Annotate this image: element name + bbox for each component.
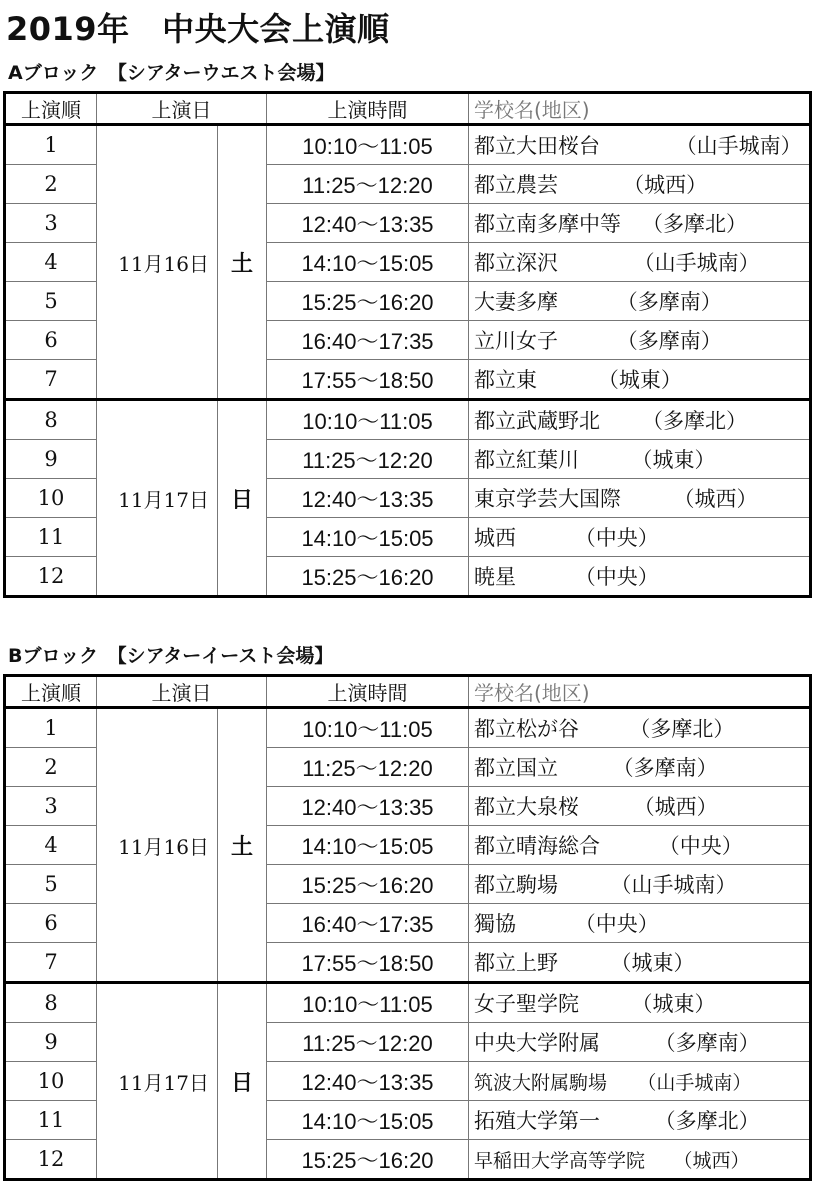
time-slot: 15:25〜16:20 [267, 282, 469, 321]
school-area: （多摩南） [616, 329, 722, 353]
school-name: 都立松が谷 [474, 717, 579, 741]
order-number: 10 [5, 1062, 97, 1101]
school-cell [469, 321, 811, 360]
school-name: 都立上野 [474, 951, 558, 975]
school-area: （山手城南） [610, 873, 737, 897]
school-cell [469, 865, 811, 904]
school-area: （中央） [658, 834, 743, 858]
header-time: 上演時間 [267, 676, 469, 708]
school-name: 都立大田桜台 [474, 134, 600, 158]
header-school: 学校名(地区) [469, 676, 811, 708]
order-number: 7 [5, 943, 97, 983]
time-slot: 12:40〜13:35 [267, 204, 469, 243]
table-header-row [5, 676, 811, 708]
time-slot: 14:10〜15:05 [267, 518, 469, 557]
order-number: 2 [5, 748, 97, 787]
school-area: （山手城南） [633, 251, 760, 275]
school-name: 都立紅葉川 [474, 448, 579, 472]
school-cell [469, 943, 811, 983]
school-cell [469, 983, 811, 1023]
weekday-cell: 土 [218, 708, 267, 983]
school-area: （多摩南） [654, 1031, 760, 1055]
order-number: 9 [5, 1023, 97, 1062]
school-name: 都立農芸 [474, 173, 558, 197]
time-slot: 12:40〜13:35 [267, 479, 469, 518]
order-number: 12 [5, 1140, 97, 1180]
block-b-table [3, 674, 812, 1181]
school-area: （多摩南） [612, 756, 718, 780]
header-order: 上演順 [5, 676, 97, 708]
time-slot: 17:55〜18:50 [267, 360, 469, 400]
school-area: （多摩北） [642, 212, 747, 236]
time-slot: 11:25〜12:20 [267, 1023, 469, 1062]
school-cell [469, 748, 811, 787]
school-area: （多摩北） [642, 409, 747, 433]
page-title: 2019年 中央大会上演順 [6, 10, 390, 48]
order-number: 9 [5, 440, 97, 479]
time-slot: 15:25〜16:20 [267, 1140, 469, 1180]
block-a-heading: Aブロック 【シアターウエスト会場】 [8, 62, 335, 84]
school-cell [469, 1101, 811, 1140]
school-name: 東京学芸大国際 [474, 487, 621, 511]
school-cell [469, 826, 811, 865]
date-cell: 11月16日 [97, 708, 218, 983]
time-slot: 12:40〜13:35 [267, 787, 469, 826]
school-cell [469, 479, 811, 518]
header-order: 上演順 [5, 93, 97, 125]
school-cell [469, 557, 811, 597]
date-cell: 11月16日 [97, 125, 218, 400]
school-name: 都立国立 [474, 756, 558, 780]
school-cell [469, 1062, 811, 1101]
order-number: 12 [5, 557, 97, 597]
school-cell [469, 440, 811, 479]
school-name: 都立武蔵野北 [474, 409, 600, 433]
header-date: 上演日 [97, 93, 267, 125]
table-row [5, 400, 811, 440]
school-name: 都立東 [474, 368, 537, 392]
order-number: 5 [5, 282, 97, 321]
school-name: 都立大泉桜 [474, 795, 579, 819]
order-number: 3 [5, 787, 97, 826]
school-name: 城西 [474, 526, 516, 550]
school-area: （城東） [631, 448, 716, 472]
order-number: 3 [5, 204, 97, 243]
order-number: 1 [5, 708, 97, 748]
school-cell [469, 904, 811, 943]
school-area: （多摩北） [654, 1109, 760, 1133]
school-name: 獨協 [474, 912, 516, 936]
school-name: 拓殖大学第一 [474, 1109, 600, 1133]
header-date: 上演日 [97, 676, 267, 708]
order-number: 5 [5, 865, 97, 904]
order-number: 10 [5, 479, 97, 518]
time-slot: 15:25〜16:20 [267, 557, 469, 597]
order-number: 8 [5, 400, 97, 440]
order-number: 11 [5, 518, 97, 557]
time-slot: 10:10〜11:05 [267, 983, 469, 1023]
time-slot: 12:40〜13:35 [267, 1062, 469, 1101]
school-cell [469, 1023, 811, 1062]
block-b-heading: Bブロック 【シアターイースト会場】 [8, 645, 334, 667]
time-slot: 10:10〜11:05 [267, 125, 469, 165]
school-area: （城西） [673, 1149, 750, 1172]
header-time: 上演時間 [267, 93, 469, 125]
school-cell [469, 165, 811, 204]
header-school: 学校名(地区) [469, 93, 811, 125]
school-area: （多摩南） [616, 290, 722, 314]
school-name: 中央大学附属 [474, 1031, 600, 1055]
school-cell [469, 708, 811, 748]
school-area: （中央） [574, 912, 659, 936]
time-slot: 14:10〜15:05 [267, 243, 469, 282]
time-slot: 11:25〜12:20 [267, 165, 469, 204]
school-name: 都立晴海総合 [474, 834, 600, 858]
school-area: （山手城南） [637, 1071, 752, 1094]
table-row [5, 125, 811, 165]
time-slot: 17:55〜18:50 [267, 943, 469, 983]
school-cell [469, 787, 811, 826]
weekday-cell: 日 [218, 400, 267, 597]
order-number: 6 [5, 904, 97, 943]
table-row [5, 983, 811, 1023]
order-number: 4 [5, 243, 97, 282]
time-slot: 14:10〜15:05 [267, 826, 469, 865]
time-slot: 10:10〜11:05 [267, 708, 469, 748]
school-name: 都立駒場 [474, 873, 558, 897]
date-cell: 11月17日 [97, 400, 218, 597]
school-area: （山手城南） [675, 134, 802, 158]
school-name: 立川女子 [474, 329, 558, 353]
school-cell [469, 125, 811, 165]
school-name: 女子聖学院 [474, 992, 579, 1016]
school-cell [469, 360, 811, 400]
school-name: 都立南多摩中等 [474, 212, 621, 236]
weekday-cell: 日 [218, 983, 267, 1180]
order-number: 6 [5, 321, 97, 360]
block-a-table [3, 91, 812, 598]
school-cell [469, 282, 811, 321]
school-name: 早稲田大学高等学院 [474, 1149, 646, 1172]
school-name: 大妻多摩 [474, 290, 558, 314]
school-area: （城西） [673, 487, 758, 511]
school-name: 暁星 [474, 565, 516, 589]
time-slot: 11:25〜12:20 [267, 748, 469, 787]
date-cell: 11月17日 [97, 983, 218, 1180]
time-slot: 15:25〜16:20 [267, 865, 469, 904]
school-cell [469, 1140, 811, 1180]
school-cell [469, 400, 811, 440]
school-area: （城西） [623, 173, 708, 197]
school-name: 筑波大附属駒場 [474, 1071, 608, 1094]
school-area: （城東） [631, 992, 716, 1016]
weekday-cell: 土 [218, 125, 267, 400]
time-slot: 11:25〜12:20 [267, 440, 469, 479]
order-number: 7 [5, 360, 97, 400]
school-cell [469, 204, 811, 243]
school-name: 都立深沢 [474, 251, 558, 275]
school-area: （中央） [574, 565, 659, 589]
school-area: （城東） [597, 368, 682, 392]
order-number: 8 [5, 983, 97, 1023]
school-cell [469, 518, 811, 557]
time-slot: 10:10〜11:05 [267, 400, 469, 440]
order-number: 2 [5, 165, 97, 204]
school-area: （中央） [574, 526, 659, 550]
time-slot: 16:40〜17:35 [267, 904, 469, 943]
school-area: （城東） [610, 951, 695, 975]
time-slot: 16:40〜17:35 [267, 321, 469, 360]
school-area: （城西） [633, 795, 718, 819]
order-number: 11 [5, 1101, 97, 1140]
time-slot: 14:10〜15:05 [267, 1101, 469, 1140]
order-number: 1 [5, 125, 97, 165]
order-number: 4 [5, 826, 97, 865]
table-row [5, 708, 811, 748]
school-area: （多摩北） [629, 717, 735, 741]
table-header-row [5, 93, 811, 125]
school-cell [469, 243, 811, 282]
